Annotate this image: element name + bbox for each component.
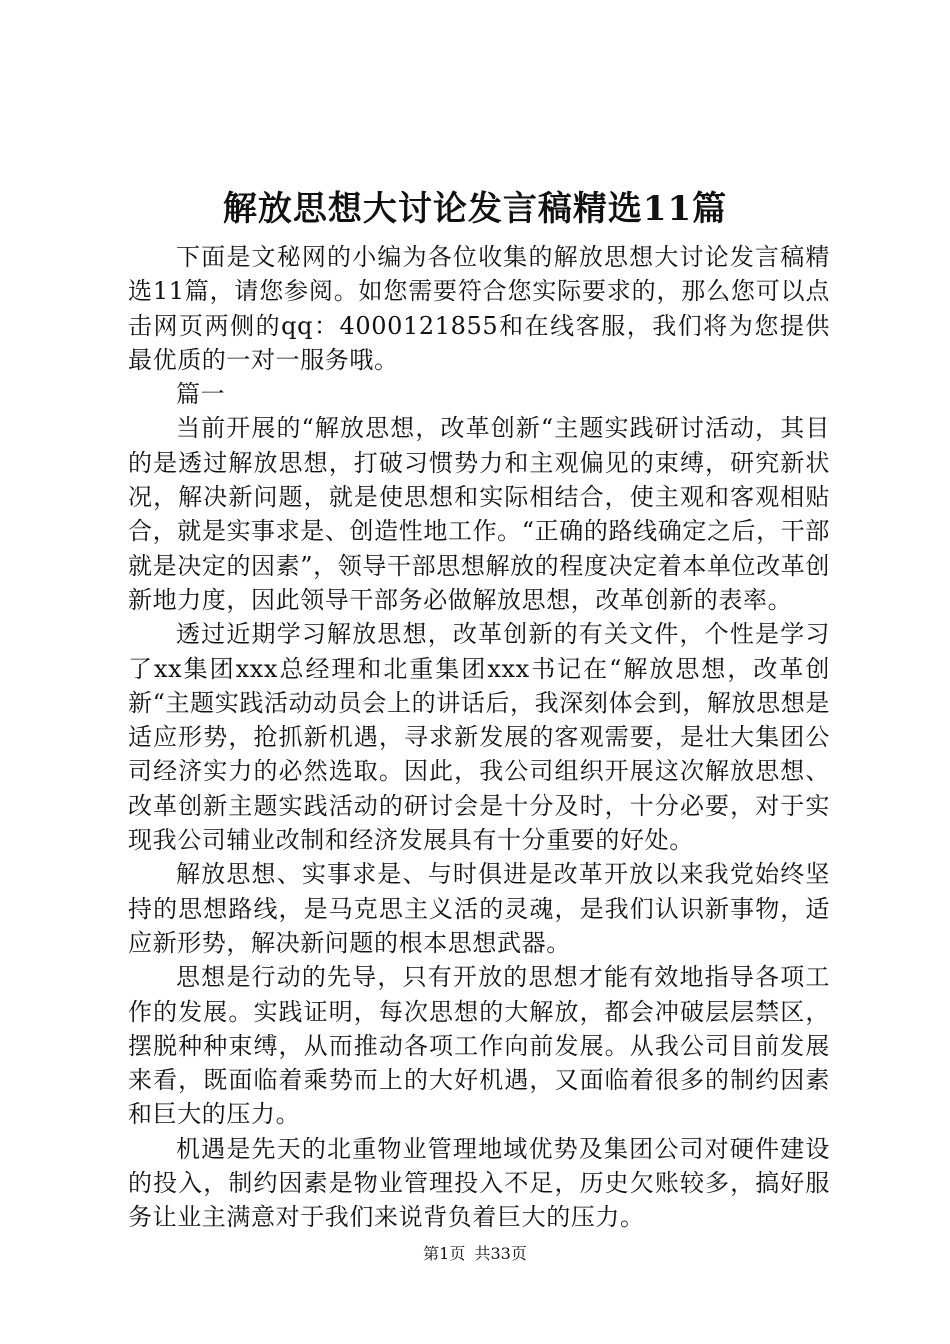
page-total: 共33页 xyxy=(474,1244,527,1263)
paragraph: 思想是行动的先导，只有开放的思想才能有效地指导各项工作的发展。实践证明，每次思想的大解放，都会冲破层层禁区，摆脱种种束缚，从而推动各项工作向前发展。从我公司目前发展来看，既面临着乘势而上的大好机遇，又面临着很多的制约因素和巨大的压力。 xyxy=(128,963,830,1129)
document-body xyxy=(128,240,830,1235)
paragraph: 解放思想、实事求是、与时俱进是改革开放以来我党始终坚持的思想路线，是马克思主义活的灵魂，是我们认识新事物，适应新形势，解决新问题的根本思想武器。 xyxy=(128,860,830,957)
paragraph: 机遇是先天的北重物业管理地域优势及集团公司对硬件建设的投入，制约因素是物业管理投入不足，历史欠账较多，搞好服务让业主满意对于我们来说背负着巨大的压力。 xyxy=(128,1134,830,1232)
page-number: 第1页 xyxy=(423,1244,466,1263)
paragraph: 当前开展的“解放思想，改革创新“主题实践研讨活动，其目的是透过解放思想，打破习惯势力和主观偏见的束缚，研究新状况，解决新问题，就是使思想和实际相结合，使主观和客观相贴合，就是实事求是、创造性地工作。“正确的路线确定之后，干部就是决定的因素”，领导干部思想解放的程度决定着本单位改革创新地力度，因此领导干部务必做解放思想，改革创新的表率。 xyxy=(128,414,830,614)
document-title: 解放思想大讨论发言稿精选11篇 xyxy=(222,189,728,229)
paragraph-intro: 下面是文秘网的小编为各位收集的解放思想大讨论发言稿精选11篇，请您参阅。如您需要符合您实际要求的，那么您可以点击网页两侧的qq：4000121855和在线客服，我们将为您提供最优质的一对一服务哦。 xyxy=(128,243,830,374)
page-footer xyxy=(0,1242,950,1266)
paragraph: 透过近期学习解放思想，改革创新的有关文件，个性是学习了xx集团xxx总经理和北重集团xxx书记在“解放思想，改革创新“主题实践活动动员会上的讲话后，我深刻体会到，解放思想是适应形势，抢抓新机遇，寻求新发展的客观需要，是壮大集团公司经济实力的必然选取。因此，我公司组织开展这次解放思想、改革创新主题实践活动的研讨会是十分及时，十分必要，对于实现我公司辅业改制和经济发展具有十分重要的好处。 xyxy=(128,620,830,855)
section-heading: 篇一 xyxy=(176,380,226,409)
